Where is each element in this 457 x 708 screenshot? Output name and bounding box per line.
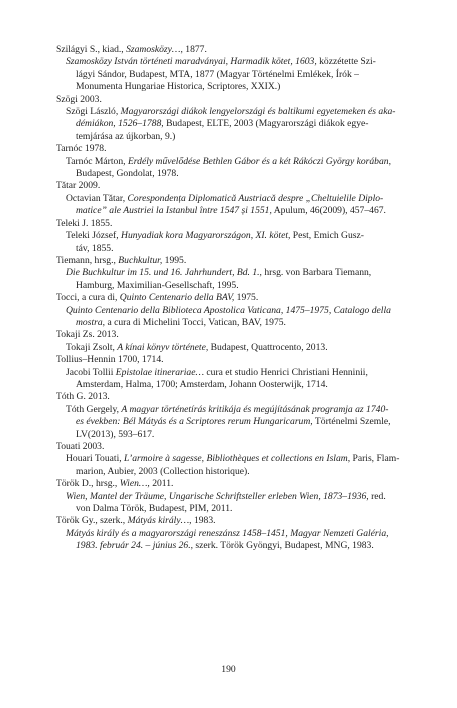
bibliography-list <box>56 44 409 553</box>
italic-title: Erdély művelődése Bethlen Gábor és a két Rákóczi György korában <box>127 155 389 167</box>
citation-continuation <box>56 540 409 552</box>
italic-title: matice” ale Austriei la Istanbul între 1547 și 1551, <box>76 205 272 217</box>
citation-line <box>56 528 409 540</box>
citation-text: Octavian Tătar, <box>66 192 128 204</box>
citation-line <box>56 106 409 118</box>
citation-text: Budapest, Quattrocento, 2013. <box>208 341 328 353</box>
entry-key <box>56 143 409 155</box>
entry-key-text: Tocci, a cura di, <box>56 292 120 304</box>
entry-key-italic: Szamosközy… <box>126 44 181 55</box>
bibliography-entry <box>56 143 409 180</box>
entry-key-text: Touati 2003. <box>56 441 105 452</box>
italic-title: A magyar történetírás kritikája és megújításának programja az 1740- <box>121 403 389 415</box>
citation-text: hrsg. von Barbara Tiemann, <box>261 267 372 279</box>
entry-key <box>56 515 409 527</box>
bibliography-entry <box>56 478 409 515</box>
entry-key-text: Szögi 2003. <box>56 93 102 105</box>
citation-text: Történelmi Szemle, <box>312 416 391 428</box>
citation-continuation <box>56 131 409 143</box>
citation-text: Teleki József, <box>66 230 122 242</box>
citation-continuation <box>56 205 409 217</box>
citation-text: Apulum, 46(2009), 457–467. <box>271 205 386 217</box>
citation-text: cura et studio Henrici Christiani Henninii, <box>204 366 368 378</box>
entry-key-text: Szilágyi S., kiad., <box>56 44 127 55</box>
entry-key <box>56 218 409 230</box>
citation-continuation <box>56 69 409 81</box>
citation-continuation <box>56 503 409 515</box>
italic-title: es években: Bél Mátyás és a Scriptores rerum Hungaricarum, <box>76 416 313 428</box>
page-number: 190 <box>221 664 236 675</box>
bibliography-entry <box>56 94 409 144</box>
citation-continuation <box>56 118 409 130</box>
italic-title: Mátyás király és a magyarországi reneszánsz 1458–1451, Magyar Nemzeti Galéria, <box>66 527 389 539</box>
bibliography-entry <box>56 180 409 217</box>
citation-continuation <box>56 379 409 391</box>
citation-text: von Dalma Török, Budapest, PIM, 2011. <box>76 503 233 515</box>
citation-text: LV(2013), 593–617. <box>76 428 155 440</box>
italic-title: A kínai könyv története, <box>117 341 209 353</box>
citation-line <box>56 491 409 503</box>
entry-key <box>56 44 409 56</box>
citation-text: Tarnóc Márton, <box>66 155 128 167</box>
citation-text: Jacobi Tollii <box>66 366 116 378</box>
entry-key <box>56 391 409 403</box>
citation-text: a cura di Michelini Tocci, Vatican, BAV, 1975. <box>105 316 286 328</box>
entry-key-suffix: 1995. <box>162 254 187 266</box>
citation-continuation <box>56 429 409 441</box>
bibliography-entry <box>56 44 409 94</box>
italic-title: Die Buchkultur im 15. und 16. Jahrhundert, Bd. 1., <box>66 267 262 279</box>
bibliography-entry <box>56 255 409 292</box>
entry-key-text: Tarnóc 1978. <box>56 143 107 155</box>
citation-text: Pest, Emich Gusz- <box>290 230 364 242</box>
citation-line <box>56 404 409 416</box>
citation-text: Hamburg, Maximilian-Gesellschaft, 1995. <box>76 279 239 291</box>
italic-title: Quinto Centenario della Biblioteca Apostolica Vaticana, 1475–1975, Catalogo della <box>66 304 391 316</box>
entry-key <box>56 478 409 490</box>
citation-line <box>56 193 409 205</box>
bibliography-entry <box>56 441 409 478</box>
citation-text: temjárása az újkorban, 9.) <box>76 130 176 142</box>
entry-key-text: Török D., hrsg., <box>56 478 120 490</box>
italic-title: Wien, Mantel der Träume, Ungarische Schriftsteller erleben Wien, 1873–1936 <box>66 490 367 502</box>
citation-continuation <box>56 466 409 478</box>
entry-key-text: Tătar 2009. <box>56 180 101 192</box>
citation-line <box>56 230 409 242</box>
citation-line <box>56 305 409 317</box>
citation-line <box>56 56 409 68</box>
entry-key <box>56 354 409 366</box>
citation-text: táv, 1855. <box>76 242 114 254</box>
citation-text: , <box>388 155 391 167</box>
citation-continuation <box>56 280 409 292</box>
italic-title: démiákon, 1526–1788, <box>76 118 164 130</box>
italic-title: Hunyadiak kora Magyarországon, XI. kötet, <box>121 230 291 242</box>
citation-line <box>56 156 409 168</box>
citation-text: Budapest, Gondolat, 1978. <box>76 168 179 180</box>
bibliography-entry <box>56 354 409 391</box>
citation-text: Houari Touati, <box>66 453 125 465</box>
entry-key-text: Teleki J. 1855. <box>56 217 113 229</box>
citation-line <box>56 267 409 279</box>
citation-continuation <box>56 317 409 329</box>
entry-key-text: Tiemann, hrsg., <box>56 254 119 266</box>
italic-title: Magyarországi diákok lengyelországi és baltikumi egyetemeken és aka- <box>120 106 396 118</box>
italic-title: mostra, <box>76 316 106 328</box>
entry-key <box>56 94 409 106</box>
bibliography-entry <box>56 292 409 329</box>
entry-key-suffix: , 1877. <box>180 44 207 55</box>
citation-line <box>56 367 409 379</box>
italic-title: Epistolae itinerariae… <box>115 366 204 378</box>
citation-text: marion, Aubier, 2003 (Collection historique). <box>76 465 250 477</box>
entry-key <box>56 292 409 304</box>
citation-continuation <box>56 416 409 428</box>
entry-key-italic: Wien…, <box>119 478 150 490</box>
entry-key <box>56 441 409 453</box>
citation-line <box>56 342 409 354</box>
entry-key-text: Tóth G. 2013. <box>56 391 110 403</box>
entry-key-italic: Mátyás király… <box>127 515 190 527</box>
entry-key <box>56 329 409 341</box>
bibliography-entry <box>56 515 409 552</box>
entry-key-italic: Buchkultur, <box>118 254 163 266</box>
citation-text: Tóth Gergely, <box>66 403 122 415</box>
citation-text: Szögi László, <box>66 106 121 118</box>
entry-key-suffix: 2011. <box>149 478 174 490</box>
citation-text: Budapest, ELTE, 2003 (Magyarországi diákok egye- <box>163 118 369 130</box>
entry-key-suffix: , 1983. <box>189 515 216 527</box>
citation-text: , red. <box>366 490 386 502</box>
bibliography-entry <box>56 391 409 441</box>
entry-key-text: Tollius–Hennin 1700, 1714. <box>56 354 164 366</box>
bibliography-entry <box>56 329 409 354</box>
italic-title: L’armoire à sagesse, Bibliothèques et collections en Islam <box>124 453 348 465</box>
citation-text: közzétette Szi- <box>316 56 376 68</box>
citation-text: Amsterdam, Halma, 1700; Amsterdam, Johann Oosterwijk, 1714. <box>76 378 328 390</box>
citation-text: , Paris, Flam- <box>347 453 400 465</box>
entry-key <box>56 255 409 267</box>
entry-key <box>56 180 409 192</box>
citation-continuation <box>56 243 409 255</box>
entry-key-text: Tokaji Zs. 2013. <box>56 329 119 341</box>
italic-title: Szamosközy István történeti maradványai, Harmadik kötet, 1603, <box>66 56 317 68</box>
citation-continuation <box>56 168 409 180</box>
entry-key-text: Török Gy., szerk., <box>56 515 128 527</box>
entry-key-italic: Quinto Centenario della BAV, <box>119 292 235 304</box>
citation-text: Tokaji Zsolt, <box>66 341 118 353</box>
bibliography-entry <box>56 218 409 255</box>
entry-key-suffix: 1975. <box>234 292 259 304</box>
citation-text: szerk. Török Gyöngyi, Budapest, MNG, 1983. <box>193 540 374 552</box>
italic-title: Corespondența Diplomatică Austriacă despre „Cheltuielile Diplo- <box>127 192 384 204</box>
citation-text: Monumenta Hungariae Historica, Scriptores, XXIX.) <box>76 81 281 93</box>
citation-continuation <box>56 81 409 93</box>
citation-text: lágyi Sándor, Budapest, MTA, 1877 (Magyar Történelmi Emlékek, Írók – <box>76 68 359 80</box>
citation-line <box>56 453 409 465</box>
italic-title: 1983. február 24. – június 26., <box>76 540 193 552</box>
